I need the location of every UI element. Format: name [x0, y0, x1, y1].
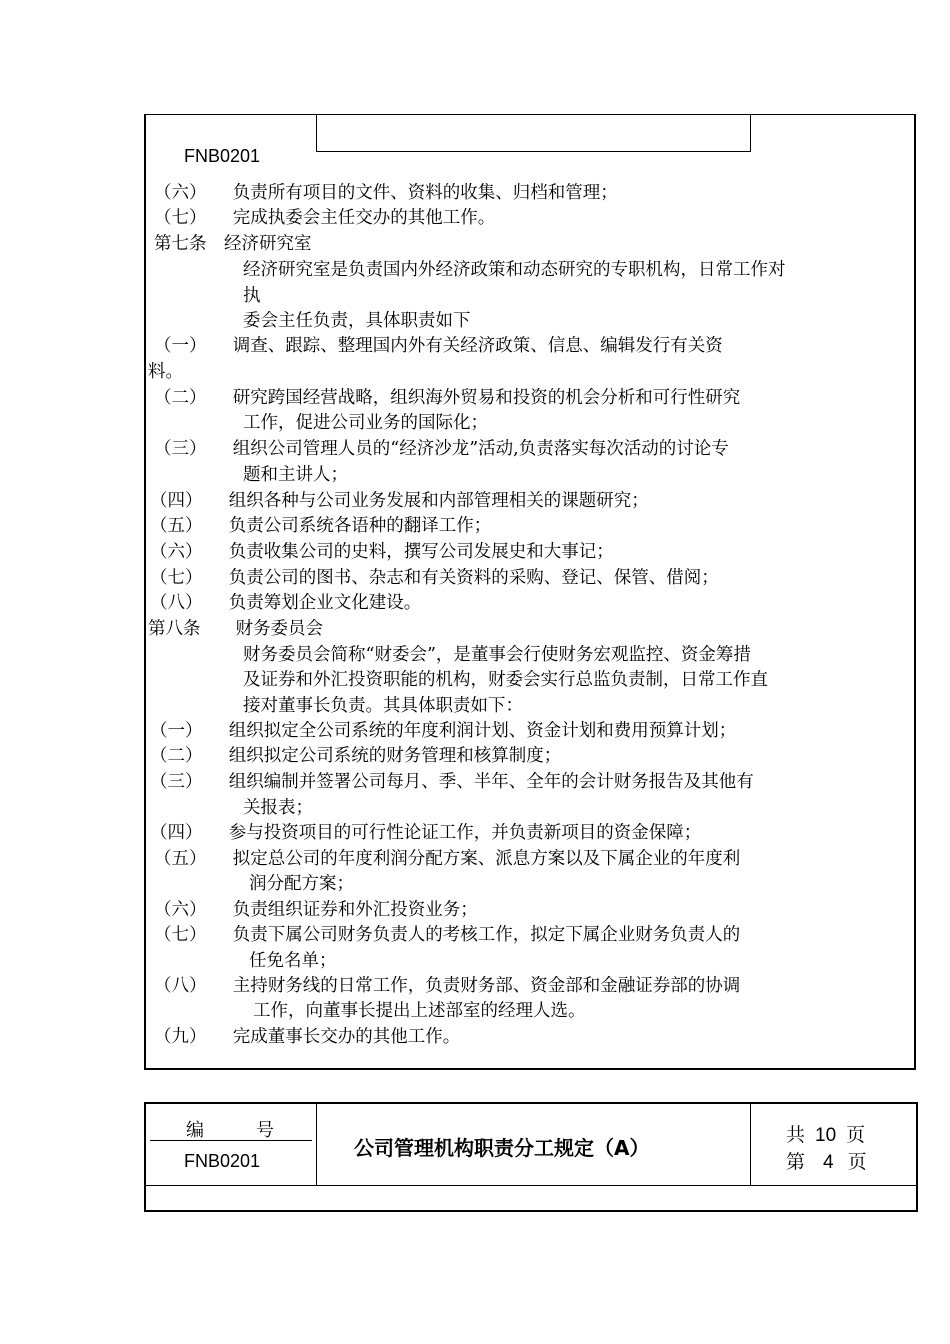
body-line: 关报表； [243, 798, 313, 818]
header-title-box [316, 114, 751, 152]
page-total-prefix: 共 [786, 1124, 806, 1146]
body-line: （七） 负责公司的图书、杂志和有关资料的采购、登记、保管、借阅； [150, 568, 719, 588]
footer-divider [750, 1102, 751, 1186]
body-line: 接对董事长负责。其具体职责如下： [243, 696, 523, 716]
body-line: （五） 负责公司系统各语种的翻译工作； [150, 516, 492, 536]
footer-divider [144, 1185, 918, 1186]
body-line: 工作，向董事长提出上述部室的经理人选。 [253, 1001, 586, 1021]
page-current-prefix: 第 [786, 1151, 806, 1173]
body-line: （八） 主持财务线的日常工作，负责财务部、资金部和金融证券部的协调 [154, 976, 741, 996]
body-line: 任免名单； [249, 951, 337, 971]
body-line: （六） 负责所有项目的文件、资料的收集、归档和管理； [154, 183, 618, 203]
section-heading: 第八条 财务委员会 [148, 619, 323, 639]
body-line: 题和主讲人； [243, 465, 348, 485]
body-line: （七） 完成执委会主任交办的其他工作。 [154, 208, 496, 228]
page-total-suffix: 页 [846, 1124, 866, 1146]
body-line: （八） 负责筹划企业文化建设。 [150, 593, 422, 613]
header-doc-code: FNB0201 [184, 146, 261, 166]
body-line: （六） 负责组织证券和外汇投资业务； [154, 900, 478, 920]
page-current-suffix: 页 [847, 1151, 867, 1173]
body-line: （二） 组织拟定公司系统的财务管理和核算制度； [150, 746, 562, 766]
page-total-number: 10 [815, 1125, 837, 1146]
body-line: （九） 完成董事长交办的其他工作。 [154, 1027, 461, 1047]
footer-doc-code: FNB0201 [184, 1151, 261, 1171]
body-line: 工作，促进公司业务的国际化； [243, 413, 488, 433]
body-line: 经济研究室是负责国内外经济政策和动态研究的专职机构，日常工作对 [243, 260, 786, 280]
page-total [786, 1120, 865, 1147]
page-current-number: 4 [823, 1152, 834, 1173]
body-line: 财务委员会简称“财委会”，是董事会行使财务宏观监控、资金筹措 [243, 645, 751, 665]
body-line: （六） 负责收集公司的史料，撰写公司发展史和大事记； [150, 542, 614, 562]
body-line: 及证券和外汇投资职能的机构，财委会实行总监负责制，日常工作直 [243, 670, 768, 690]
body-line: （二） 研究跨国经营战略，组织海外贸易和投资的机会分析和可行性研究 [154, 388, 741, 408]
body-line: （一） 组织拟定全公司系统的年度利润计划、资金计划和费用预算计划； [150, 721, 737, 741]
page-current [786, 1147, 867, 1174]
footer-number-label: 编号 [186, 1120, 326, 1141]
body-line: （三） 组织编制并签署公司每月、季、半年、全年的会计财务报告及其他有 [150, 772, 754, 792]
body-line: （五） 拟定总公司的年度利润分配方案、派息方案以及下属企业的年度利 [154, 849, 741, 869]
body-line: 润分配方案； [249, 874, 354, 894]
body-line: （一） 调查、跟踪、整理国内外有关经济政策、信息、编辑发行有关资 [154, 336, 723, 356]
body-line: （四） 组织各种与公司业务发展和内部管理相关的课题研究； [150, 491, 649, 511]
document-title: 公司管理机构职责分工规定（A） [354, 1136, 650, 1160]
body-line: （三） 组织公司管理人员的“经济沙龙”活动,负责落实每次活动的讨论专 [154, 439, 729, 459]
body-line: 执 [243, 286, 261, 306]
body-line: （七） 负责下属公司财务负责人的考核工作，拟定下属企业财务负责人的 [154, 925, 741, 945]
footer-divider [316, 1102, 317, 1186]
body-line: 委会主任负责，具体职责如下 [243, 311, 471, 331]
section-heading: 第七条 经济研究室 [154, 234, 312, 254]
body-line: 料。 [148, 362, 183, 382]
body-line: （四） 参与投资项目的可行性论证工作，并负责新项目的资金保障； [150, 823, 702, 843]
